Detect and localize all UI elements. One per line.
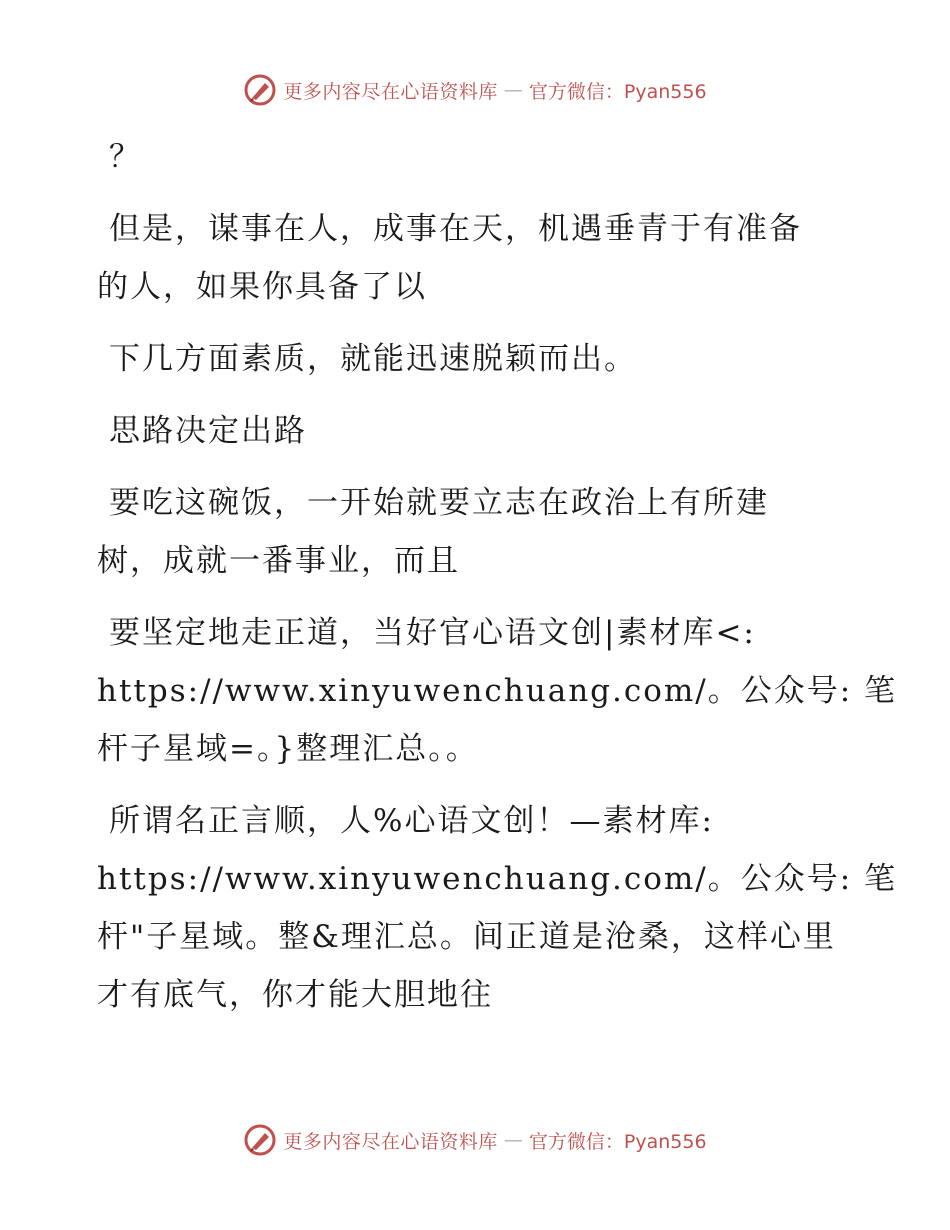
pen-nib-logo-icon <box>243 73 277 107</box>
body-line: 才有底气，你才能大胆地往 <box>97 977 493 1013</box>
body-line: 杆子星域=。}整理汇总。。 <box>97 731 479 767</box>
header-site-text: 更多内容尽在心语资料库 <box>283 80 498 103</box>
body-line: 思路决定出路 <box>109 413 307 449</box>
document-body <box>97 128 898 1024</box>
header-separator: — <box>503 79 523 101</box>
body-line: 但是，谋事在人，成事在天，机遇垂青于有准备 <box>109 211 802 247</box>
body-line: 的人，如果你具备了以 <box>97 269 427 305</box>
footer-wechat-text: 官方微信：Pyan556 <box>528 1130 707 1153</box>
header-banner <box>0 70 950 110</box>
body-line: 下几方面素质，就能迅速脱颖而出。 <box>109 341 637 377</box>
header-wechat-text: 官方微信：Pyan556 <box>528 80 707 103</box>
body-line: 树，成就一番事业，而且 <box>97 543 460 579</box>
body-line: ？ <box>109 139 142 175</box>
footer-banner <box>0 1120 950 1160</box>
footer-separator: — <box>503 1129 523 1151</box>
body-line: https://www.xinyuwenchuang.com/。公众号: 笔 <box>97 673 898 709</box>
footer-site-text: 更多内容尽在心语资料库 <box>283 1130 498 1153</box>
body-line: https://www.xinyuwenchuang.com/。公众号: 笔 <box>97 861 898 897</box>
pen-nib-logo-icon <box>243 1123 277 1157</box>
body-line: 要吃这碗饭，一开始就要立志在政治上有所建 <box>109 485 769 521</box>
body-line: 要坚定地走正道，当好官心语文创|素材库<: <box>109 615 756 651</box>
body-line: 所谓名正言顺，人%心语文创！—素材库: <box>109 803 714 839</box>
body-line: 杆"子星域。整&理汇总。间正道是沧桑，这样心里 <box>97 919 836 955</box>
